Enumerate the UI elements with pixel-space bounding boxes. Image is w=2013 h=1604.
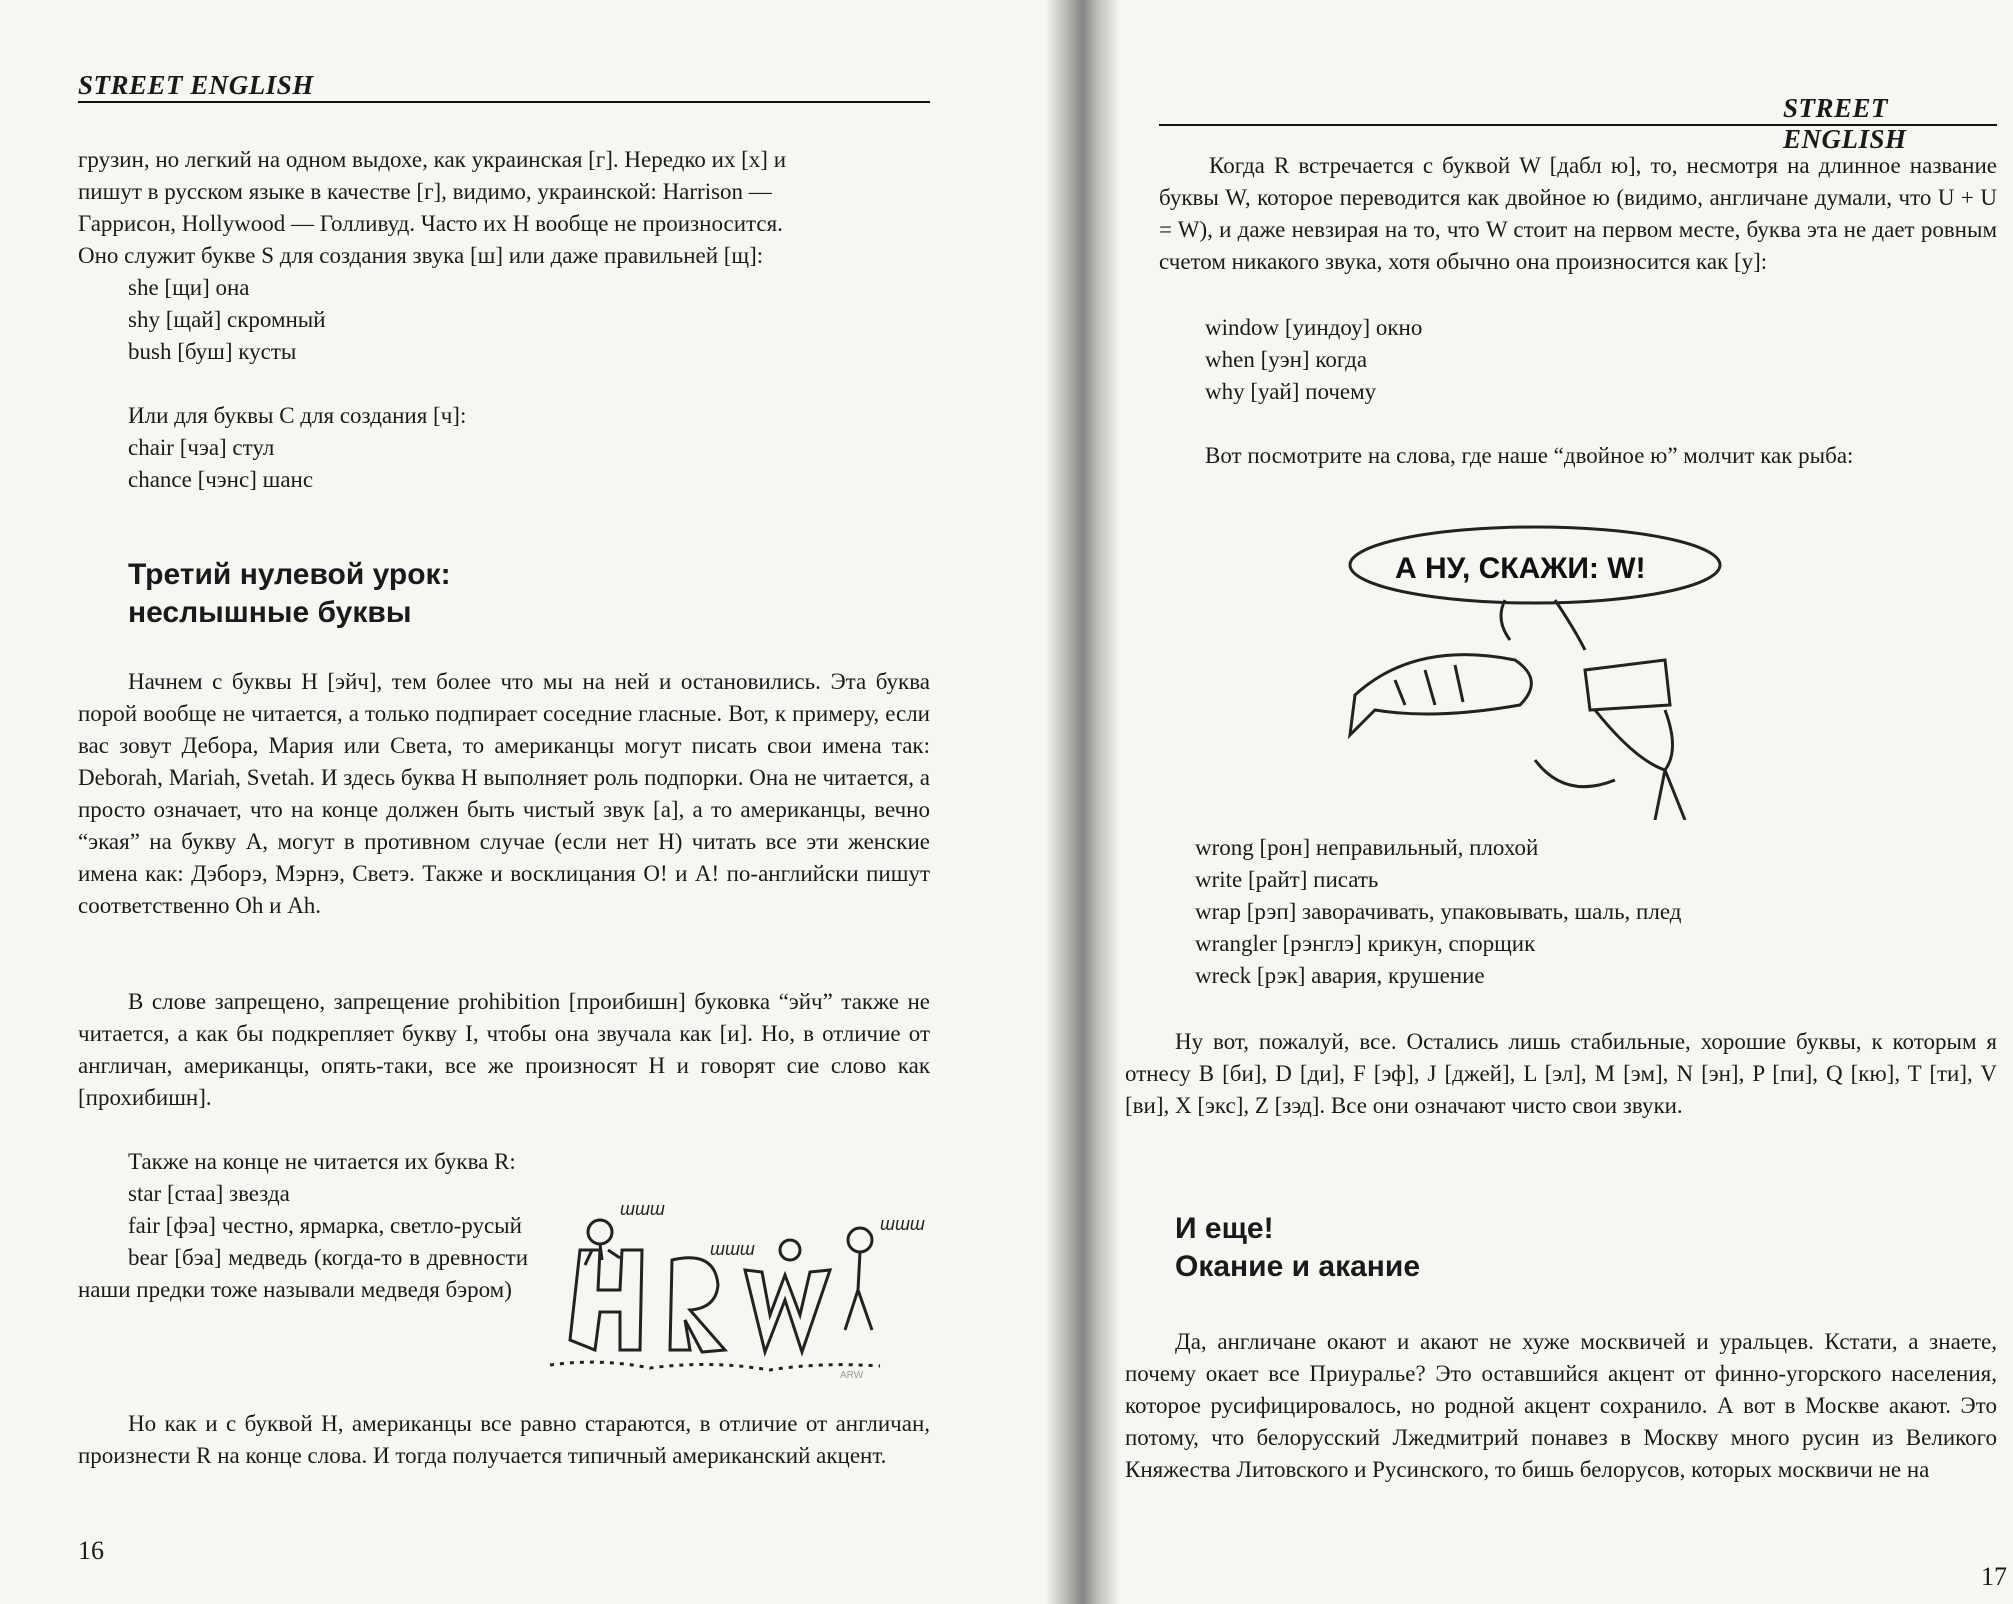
word-list-wr xyxy=(1195,832,1681,992)
heading-line: Окание и акание xyxy=(1175,1250,1421,1283)
cartoon-sound-right: шшш xyxy=(880,1214,925,1234)
paragraph-stable-letters: Ну вот, пожалуй, все. Остались лишь стабильные, хорошие буквы, к которым я отнесу B [би], D [ди], F [эф], J [джей], L [эл], M [эм], N [эн], P [пи], Q [кю], T [ти], V [ви], X [экс], Z [зэд]. Все они означают чисто свои звуки. xyxy=(1125,1029,1997,1118)
paragraph-letter-w: Когда R встречается с буквой W [дабл ю], то, несмотря на длинное название буквы W, которое переводится как двойное ю (видимо, англичане думали, что U + U = W), и даже невзирая на то, что W стоит на первом месте, буква эта не дает ровным счетом никакого звука, хотя обычно она произносится как [у]: xyxy=(1159,153,1997,274)
list-item: shy [щай] скромный xyxy=(128,307,326,332)
section-heading-silent-letters xyxy=(128,556,451,632)
text-line: пишут в русском языке в качестве [г], видимо, украинской: Harrison — xyxy=(78,179,772,204)
list-item: bush [буш] кусты xyxy=(128,339,297,364)
list-item: she [щи] она xyxy=(128,275,250,300)
list-item: when [уэн] когда xyxy=(1205,347,1368,372)
list-item: fair [фэа] честно, ярмарка, светло-русый xyxy=(128,1213,522,1238)
list-item: write [райт] писать xyxy=(1195,867,1379,892)
arw-cartoon-illustration xyxy=(540,1180,960,1380)
list-item: wrap [рэп] заворачивать, упаковывать, шаль, плед xyxy=(1195,899,1682,924)
cartoon-sound-middle: шшш xyxy=(710,1239,755,1259)
paragraph-letter-h: Начнем с буквы H [эйч], тем более что мы на ней и остановились. Эта буква порой вообще не читается, а только подпирает соседние гласные. Вот, к примеру, если вас зовут Дебора, Мария или Света, то американцы могут писать свои имена так: Deborah, Mariah, Svetah. И здесь буква H выполняет роль подпорки. Она не читается, а просто означает, что на конце должен быть чистый звук [а], а то американцы, вечно “экая” на букву A, могут в противном случае (если нет H) читать все эти женские имена как: Дэборэ, Мэрнэ, Светэ. Также и восклицания O! и A! по-английски пишут соответственно Oh и Ah. xyxy=(78,669,930,918)
heading-line: Третий нулевой урок: xyxy=(128,558,451,591)
text-line: грузин, но легкий на одном выдохе, как украинская [г]. Нередко их [х] и xyxy=(78,147,787,172)
word-list-w xyxy=(1205,312,1422,408)
list-item: wrong [рон] неправильный, плохой xyxy=(1195,835,1539,860)
page-number-left: 16 xyxy=(78,1536,104,1565)
right-page xyxy=(1025,0,2013,1604)
intro-letter-r: Также на конце не читается их буква R: xyxy=(128,1149,516,1174)
sailor-fish-cartoon-illustration xyxy=(1335,520,1795,820)
paragraph-continuation xyxy=(78,144,930,272)
running-head-right: STREET ENGLISH xyxy=(1783,93,1907,154)
list-item: why [уай] почему xyxy=(1205,379,1377,404)
list-intro: Или для буквы C для создания [ч]: xyxy=(128,403,467,428)
list-item: star [стаа] звезда xyxy=(128,1181,290,1206)
cartoon-letters: ARW xyxy=(840,1370,864,1380)
intro-look-words: Вот посмотрите на слова, где наше “двойное ю” молчит как рыба: xyxy=(1205,443,1854,468)
speech-bubble-text: А НУ, СКАЖИ: W! xyxy=(1395,552,1646,585)
text-line: Гаррисон, Hollywood — Голливуд. Часто их H вообще не произносится. xyxy=(78,211,783,236)
paragraph-american-accent: Но как и с буквой H, американцы все равно стараются, в отличие от англичан, произнести R на конце слова. И тогда получается типичный американский акцент. xyxy=(78,1411,930,1468)
word-list-ch xyxy=(128,400,466,496)
section-heading-okanie xyxy=(1175,1210,1420,1286)
header-rule-left xyxy=(78,101,930,103)
heading-line: неслышные буквы xyxy=(128,596,412,629)
list-item: chair [чэа] стул xyxy=(128,435,275,460)
list-item: bear [бэа] медведь (когда-то в древности наши предки тоже называли медведя бэром) xyxy=(78,1245,528,1302)
list-item: wrangler [рэнглэ] крикун, спорщик xyxy=(1195,931,1536,956)
paragraph-okanie: Да, англичане окают и акают не хуже москвичей и уральцев. Кстати, а знаете, почему окает все Приуралье? Это оставшийся акцент от финно-угорского населения, которое русифицировалось, но родной акцент сохранило. А вот в Москве акают. Это потому, что белорусский Лжедмитрий понавез в Москву много русин из Великого Княжества Литовского и Русинского, то бишь белорусов, которых москвичи не на xyxy=(1125,1329,1997,1482)
list-item: wreck [рэк] авария, крушение xyxy=(1195,963,1485,988)
word-list-r xyxy=(78,1178,528,1306)
running-head-left: STREET ENGLISH xyxy=(78,70,314,100)
page-number-right: 17 xyxy=(1981,1562,2007,1591)
cartoon-sound-left: шшш xyxy=(620,1199,665,1219)
heading-line: И еще! xyxy=(1175,1212,1274,1245)
list-item: window [уиндоу] окно xyxy=(1205,315,1423,340)
list-item: chance [чэнс] шанс xyxy=(128,467,314,492)
paragraph-prohibition: В слове запрещено, запрещение prohibition [проибишн] буковка “эйч” также не читается, а как бы подкрепляет букву I, чтобы она звучала как [и]. Но, в отличие от англичан, американцы, опять-таки, все же произносят H и говорят сие слово как [прохибишн]. xyxy=(78,989,930,1110)
word-list-sh xyxy=(128,272,326,368)
text-line: Оно служит букве S для создания звука [ш] или даже правильней [щ]: xyxy=(78,243,764,268)
